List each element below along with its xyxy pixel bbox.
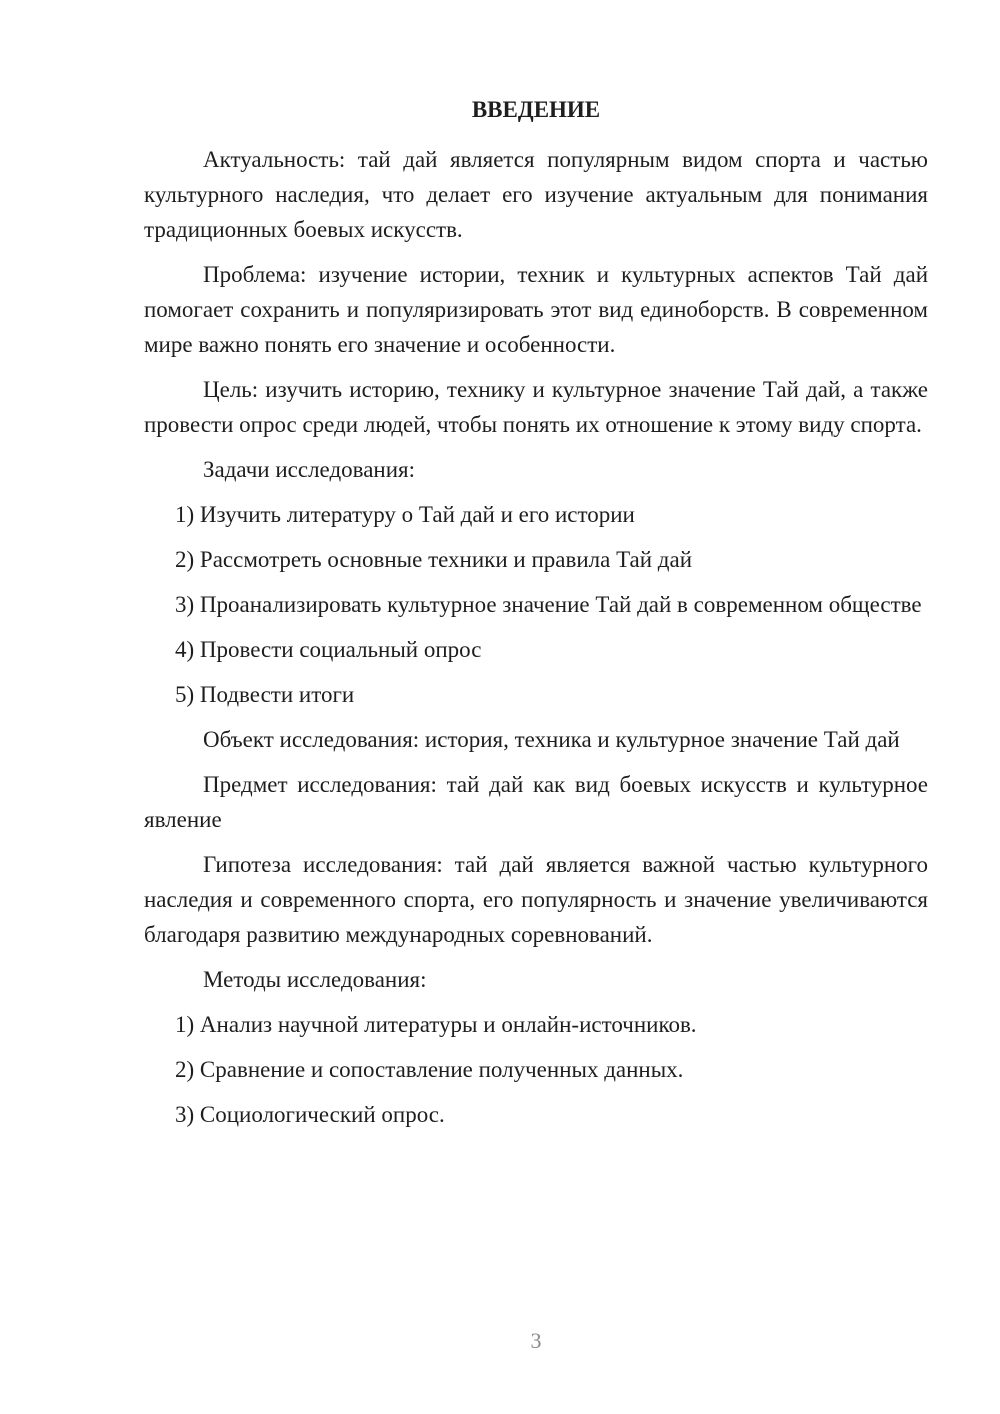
paragraph-hypothesis: Гипотеза исследования: тай дай является важной частью культурного наследия и современного спорта, его популярность и значение увеличиваются благодаря развитию международных соревнований. bbox=[144, 852, 928, 947]
task-item: 3) Проанализировать культурное значение Тай дай в современном обществе bbox=[175, 592, 922, 617]
paragraph-methods-title: Методы исследования: bbox=[203, 967, 427, 992]
section-heading: ВВЕДЕНИЕ bbox=[471, 97, 601, 122]
method-item: 2) Сравнение и сопоставление полученных данных. bbox=[175, 1057, 684, 1082]
tasks-list bbox=[144, 497, 928, 712]
paragraph-goal: Цель: изучить историю, технику и культурное значение Тай дай, а также провести опрос среди людей, чтобы понять их отношение к этому виду спорта. bbox=[144, 377, 928, 437]
document-page bbox=[144, 92, 928, 1142]
paragraph-subject: Предмет исследования: тай дай как вид боевых искусств и культурное явление bbox=[144, 772, 928, 832]
paragraph-object: Объект исследования: история, техника и культурное значение Тай дай bbox=[203, 727, 900, 752]
paragraph-problem: Проблема: изучение истории, техник и культурных аспектов Тай дай помогает сохранить и популяризировать этот вид единоборств. В современном мире важно понять его значение и особенности. bbox=[144, 262, 928, 357]
task-item: 2) Рассмотреть основные техники и правила Тай дай bbox=[175, 547, 693, 572]
paragraph-tasks-title: Задачи исследования: bbox=[203, 457, 416, 482]
methods-list bbox=[144, 1007, 928, 1132]
method-item: 1) Анализ научной литературы и онлайн-источников. bbox=[175, 1012, 697, 1037]
task-item: 5) Подвести итоги bbox=[175, 682, 355, 707]
method-item: 3) Социологический опрос. bbox=[175, 1102, 445, 1127]
task-item: 4) Провести социальный опрос bbox=[175, 637, 482, 662]
task-item: 1) Изучить литературу о Тай дай и его истории bbox=[175, 502, 635, 527]
page-number: 3 bbox=[530, 1328, 542, 1353]
paragraph-relevance: Актуальность: тай дай является популярным видом спорта и частью культурного наследия, что делает его изучение актуальным для понимания традиционных боевых искусств. bbox=[144, 147, 928, 242]
